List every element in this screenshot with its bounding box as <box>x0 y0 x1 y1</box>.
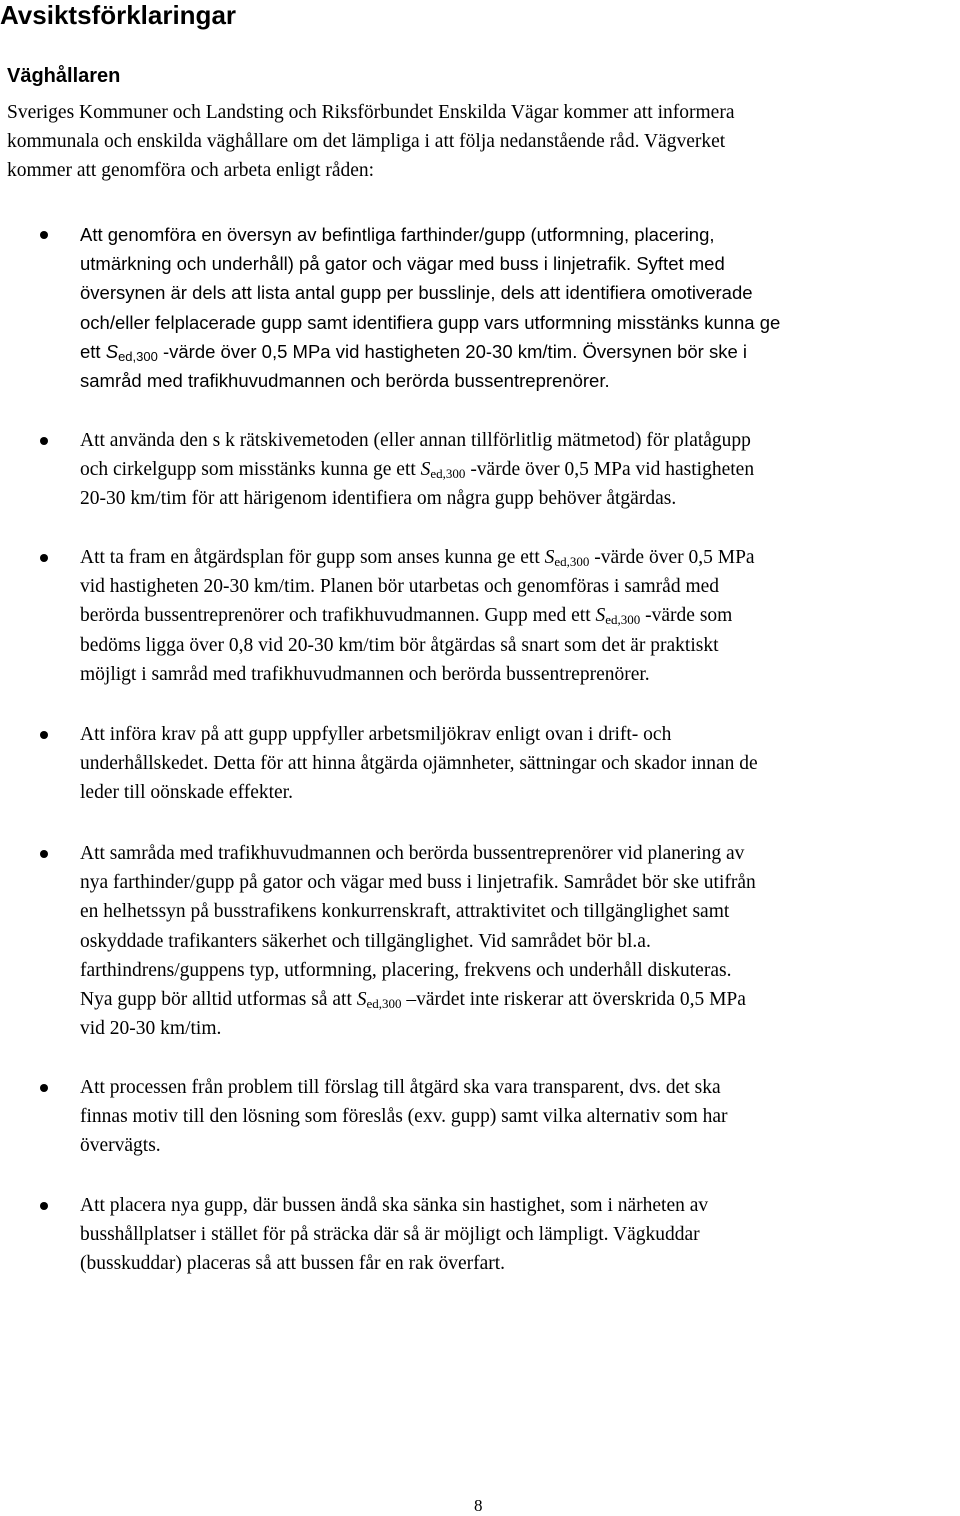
bullet-line <box>80 601 960 630</box>
bullet-line: en helhetssyn på busstrafikens konkurrenskraft, attraktivitet och tillgänglighet samt <box>80 901 730 923</box>
bullet-text <box>80 543 960 689</box>
bullet-line: finnas motiv till den lösning som föreslås (exv. gupp) samt vilka alternativ som har <box>80 1106 728 1128</box>
bullet-icon <box>40 554 48 562</box>
s-subscript: ed,300 <box>430 466 466 482</box>
s-subscript: ed,300 <box>366 996 402 1012</box>
bullet-line: busshållplatser i stället för på sträcka där så är möjligt och lämpligt. Vägkuddar <box>80 1224 700 1246</box>
bullet-icon <box>40 437 48 445</box>
bullet-icon <box>40 731 48 739</box>
bullet-text <box>80 1073 960 1161</box>
bullet-line: övervägts. <box>80 1135 161 1157</box>
bullet-text <box>80 1191 960 1279</box>
bullet-line: Att använda den s k rätskivemetoden (eller annan tillförlitlig mätmetod) för platågupp <box>80 430 751 451</box>
bullet-icon <box>40 1202 48 1210</box>
bullet-text <box>80 720 960 808</box>
bullet-text <box>80 839 960 1043</box>
bullet-icon <box>40 850 48 858</box>
bullet-line: nya farthinder/gupp på gator och vägar med buss i linjetrafik. Samrådet bör ske utifrån <box>80 872 756 894</box>
bullet-line: Att samråda med trafikhuvudmannen och berörda bussentreprenörer vid planering av <box>80 843 745 864</box>
text-segment: ett <box>80 340 106 362</box>
s-subscript: ed,300 <box>118 348 158 364</box>
bullet-line: vid hastigheten 20-30 km/tim. Planen bör utarbetas och genomföras i samråd med <box>80 576 720 598</box>
text-segment: -värde över 0,5 MPa <box>589 547 755 568</box>
intro-line: Sveriges Kommuner och Landsting och Riksförbundet Enskilda Vägar kommer att informera <box>7 102 735 123</box>
text-segment: –värdet inte riskerar att överskrida 0,5 MPa <box>401 989 746 1011</box>
bullet-line <box>80 337 960 366</box>
bullet-line: 20-30 km/tim för att härigenom identifiera om några gupp behöver åtgärdas. <box>80 488 677 510</box>
text-segment: Att ta fram en åtgärdsplan för gupp som anses kunna ge ett <box>80 547 545 568</box>
text-segment: -värde över 0,5 MPa vid hastigheten <box>465 459 755 481</box>
bullet-line: vid 20-30 km/tim. <box>80 1018 222 1040</box>
bullet-line: översynen är dels att lista antal gupp per busslinje, dels att identifiera omotiverade <box>80 282 753 304</box>
bullet-line: farthindrens/guppens typ, utformning, placering, frekvens och underhåll diskuteras. <box>80 959 732 981</box>
bullet-text <box>80 220 960 395</box>
bullet-line <box>80 985 960 1014</box>
intro-line: kommer att genomföra och arbeta enligt råden: <box>7 160 375 181</box>
bullet-line: och/eller felplacerade gupp samt identifiera gupp vars utformning misstänks kunna ge <box>80 311 781 333</box>
s-subscript: ed,300 <box>554 554 590 569</box>
bullet-line <box>80 543 960 572</box>
s-symbol: S <box>356 989 367 1011</box>
text-segment: Nya gupp bör alltid utformas så att <box>80 989 357 1011</box>
bullet-line: leder till oönskade effekter. <box>80 782 293 804</box>
bullet-line: (busskuddar) placeras så att bussen får en rak överfart. <box>80 1253 506 1275</box>
intro-paragraph <box>7 98 960 185</box>
bullet-line: möjligt i samråd med trafikhuvudmannen och berörda bussentreprenörer. <box>80 663 650 685</box>
s-symbol: S <box>544 547 555 568</box>
bullet-line: Att processen från problem till förslag till åtgärd ska vara transparent, dvs. det ska <box>80 1077 721 1098</box>
text-segment: och cirkelgupp som misstänks kunna ge ett <box>80 459 421 481</box>
bullet-line: oskyddade trafikanters säkerhet och tillgänglighet. Vid samrådet bör bl.a. <box>80 930 651 952</box>
bullet-line: samråd med trafikhuvudmannen och berörda bussentreprenörer. <box>80 370 610 392</box>
bullet-line: Att placera nya gupp, där bussen ändå ska sänka sin hastighet, som i närheten av <box>80 1195 709 1216</box>
s-symbol: S <box>105 340 119 362</box>
s-symbol: S <box>420 459 431 481</box>
bullet-line: underhållskedet. Detta för att hinna åtgärda ojämnheter, sättningar och skador innan de <box>80 753 758 775</box>
page-title: Avsiktsförklaringar <box>0 0 237 30</box>
bullet-icon <box>40 1084 48 1092</box>
bullet-text <box>80 426 960 514</box>
bullet-line: Att införa krav på att gupp uppfyller arbetsmiljökrav enligt ovan i drift- och <box>80 724 672 745</box>
section-heading: Väghållaren <box>7 65 121 87</box>
bullet-line <box>80 455 960 484</box>
text-segment: -värde över 0,5 MPa vid hastigheten 20-30 km/tim. Översynen bör ske i <box>157 340 748 362</box>
bullet-icon <box>40 231 48 239</box>
s-subscript: ed,300 <box>605 612 641 628</box>
text-segment: -värde som <box>640 605 733 627</box>
bullet-line: Att genomföra en översyn av befintliga farthinder/gupp (utformning, placering, <box>80 224 715 245</box>
bullet-line: bedöms ligga över 0,8 vid 20-30 km/tim bör åtgärdas så snart som det är praktiskt <box>80 634 719 656</box>
page-number: 8 <box>474 1496 483 1515</box>
intro-line: kommunala och enskilda väghållare om det lämpliga i att följa nedanstående råd. Vägverket <box>7 131 726 152</box>
bullet-line: utmärkning och underhåll) på gator och vägar med buss i linjetrafik. Syftet med <box>80 253 725 275</box>
text-segment: berörda bussentreprenörer och trafikhuvudmannen. Gupp med ett <box>80 605 596 627</box>
s-symbol: S <box>595 605 606 627</box>
